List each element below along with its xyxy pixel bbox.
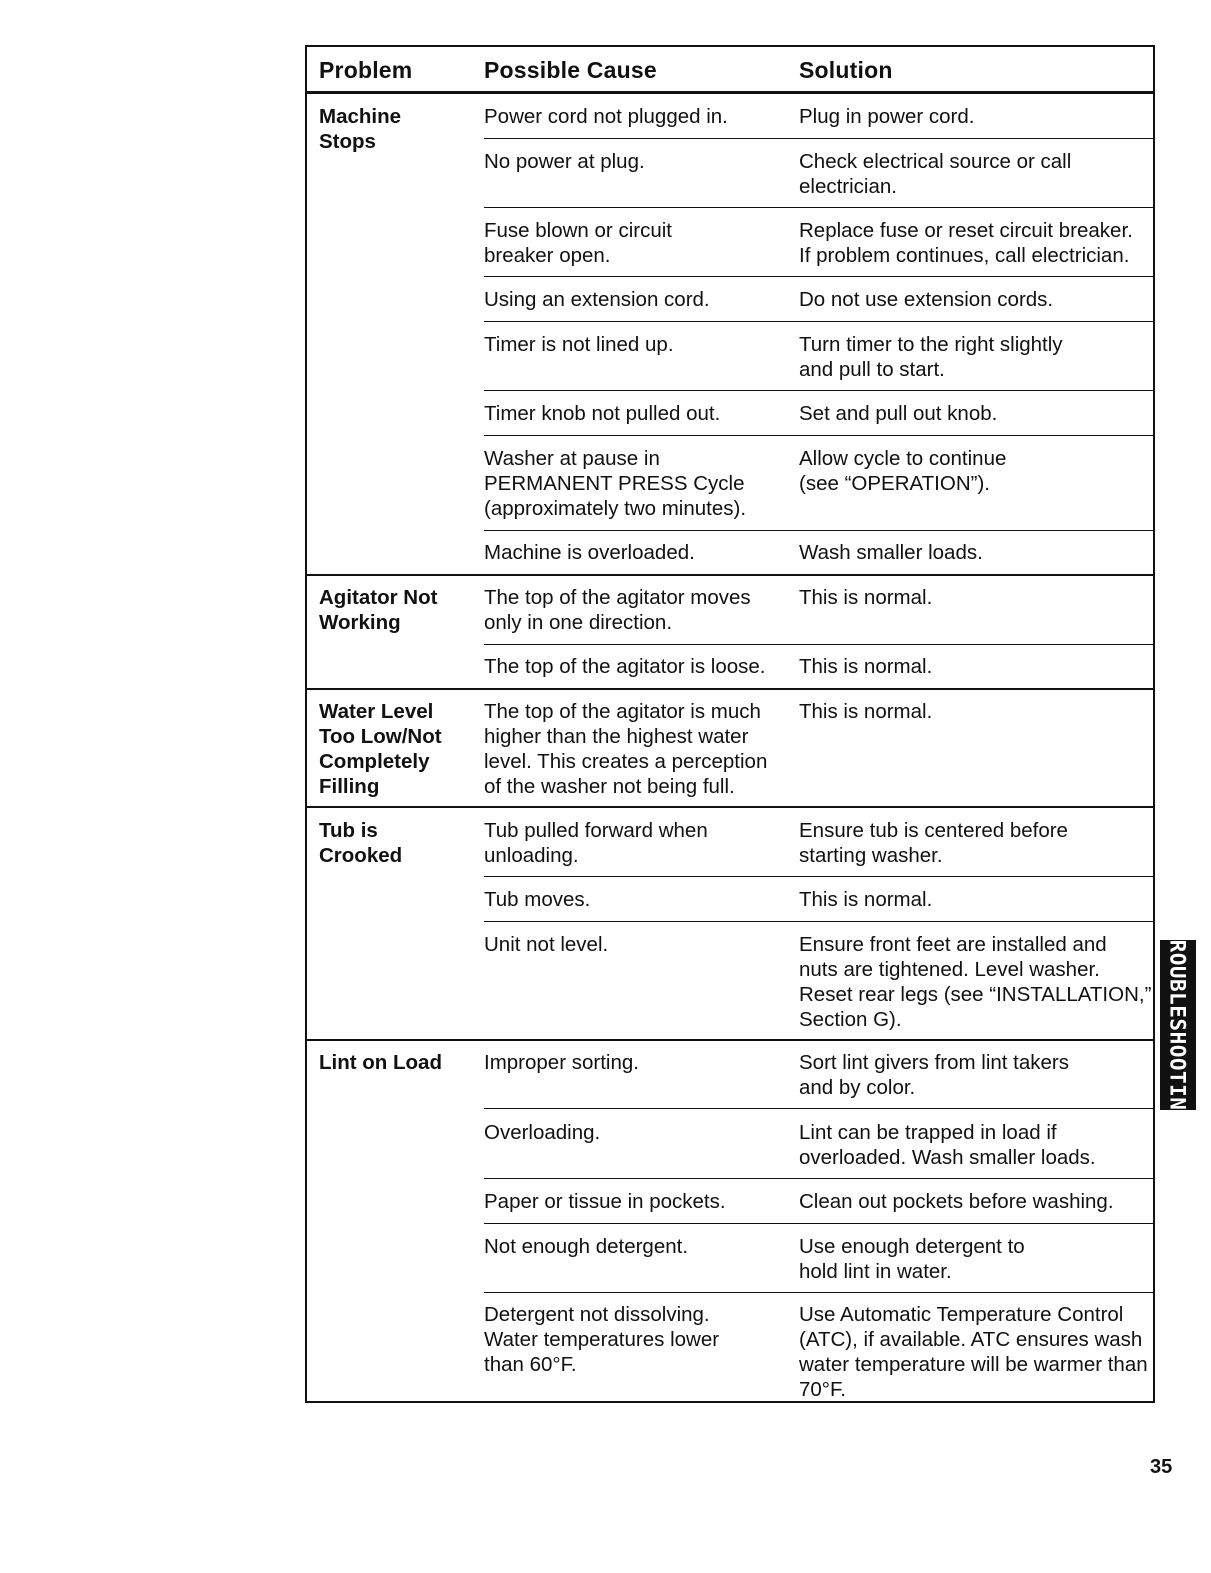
cause-cell: The top of the agitator is loose. [484,655,766,678]
cause-cell: Not enough detergent. [484,1235,689,1258]
row-divider [484,644,1153,645]
row-divider [484,138,1153,139]
cause-cell: Power cord not plugged in. [484,105,728,128]
section-tab-label: TROUBLESHOOTING [1166,926,1190,1124]
cause-cell: Using an extension cord. [484,288,710,311]
cause-cell: Detergent not dissolving. Water temperatures lower than 60°F. [484,1303,720,1376]
row-divider [484,1178,1153,1179]
row-divider [484,321,1153,322]
solution-cell: Use Automatic Temperature Control (ATC), if available. ATC ensures wash water temperature will be warmer than 70°F. [799,1303,1148,1401]
header-divider [307,91,1153,94]
solution-cell: This is normal. [799,586,933,609]
cause-cell: Overloading. [484,1121,601,1144]
section-divider [307,574,1153,576]
row-divider [484,921,1153,922]
row-divider [484,435,1153,436]
solution-cell: Sort lint givers from lint takers and by color. [799,1051,1069,1099]
solution-cell: Clean out pockets before washing. [799,1190,1114,1213]
solution-cell: Turn timer to the right slightly and pull to start. [799,333,1063,381]
problem-agitator-not-working: Agitator Not Working [319,586,438,634]
problem-tub-is-crooked: Tub is Crooked [319,819,403,867]
solution-cell: Plug in power cord. [799,105,975,128]
section-tab [1160,926,1196,1124]
row-divider [484,276,1153,277]
solution-cell: Do not use extension cords. [799,288,1054,311]
solution-cell: This is normal. [799,888,933,911]
row-divider [484,390,1153,391]
cause-cell: Unit not level. [484,933,609,956]
cause-cell: Paper or tissue in pockets. [484,1190,726,1213]
problem-lint-on-load: Lint on Load [319,1051,442,1074]
cause-cell: Washer at pause in PERMANENT PRESS Cycle (approximately two minutes). [484,447,747,520]
problem-water-level: Water Level Too Low/Not Completely Filling [319,700,442,798]
troubleshooting-table [305,45,1155,1403]
solution-cell: Ensure front feet are installed and nuts are tightened. Level washer. Reset rear legs (see “INSTALLATION,” Section G). [799,933,1152,1031]
solution-cell: Lint can be trapped in load if overloaded. Wash smaller loads. [799,1121,1096,1169]
solution-cell: Allow cycle to continue (see “OPERATION”). [799,447,1007,495]
header-problem: Problem [319,57,413,83]
section-divider [307,688,1153,690]
section-divider [307,806,1153,808]
section-divider [307,1039,1153,1041]
row-divider [484,530,1153,531]
row-divider [484,1108,1153,1109]
solution-cell: Replace fuse or reset circuit breaker. If problem continues, call electrician. [799,219,1133,267]
solution-cell: Use enough detergent to hold lint in water. [799,1235,1025,1283]
cause-cell: Timer knob not pulled out. [484,402,721,425]
header-solution: Solution [799,57,893,83]
solution-cell: Set and pull out knob. [799,402,998,425]
cause-cell: Machine is overloaded. [484,541,695,564]
cause-cell: The top of the agitator moves only in one direction. [484,586,751,634]
solution-cell: Check electrical source or call electrician. [799,150,1072,198]
row-divider [484,876,1153,877]
row-divider [484,1292,1153,1293]
cause-cell: No power at plug. [484,150,645,173]
cause-cell: The top of the agitator is much higher than the highest water level. This creates a perception of the washer not being full. [484,700,768,798]
cause-cell: Timer is not lined up. [484,333,674,356]
cause-cell: Fuse blown or circuit breaker open. [484,219,672,267]
solution-cell: Wash smaller loads. [799,541,983,564]
row-divider [484,1223,1153,1224]
cause-cell: Tub pulled forward when unloading. [484,819,708,867]
page-number: 35 [1150,1456,1173,1478]
solution-cell: This is normal. [799,700,933,723]
problem-machine-stops: Machine Stops [319,105,402,153]
cause-cell: Improper sorting. [484,1051,639,1074]
header-possible-cause: Possible Cause [484,57,657,83]
row-divider [484,207,1153,208]
solution-cell: Ensure tub is centered before starting washer. [799,819,1068,867]
solution-cell: This is normal. [799,655,933,678]
cause-cell: Tub moves. [484,888,591,911]
